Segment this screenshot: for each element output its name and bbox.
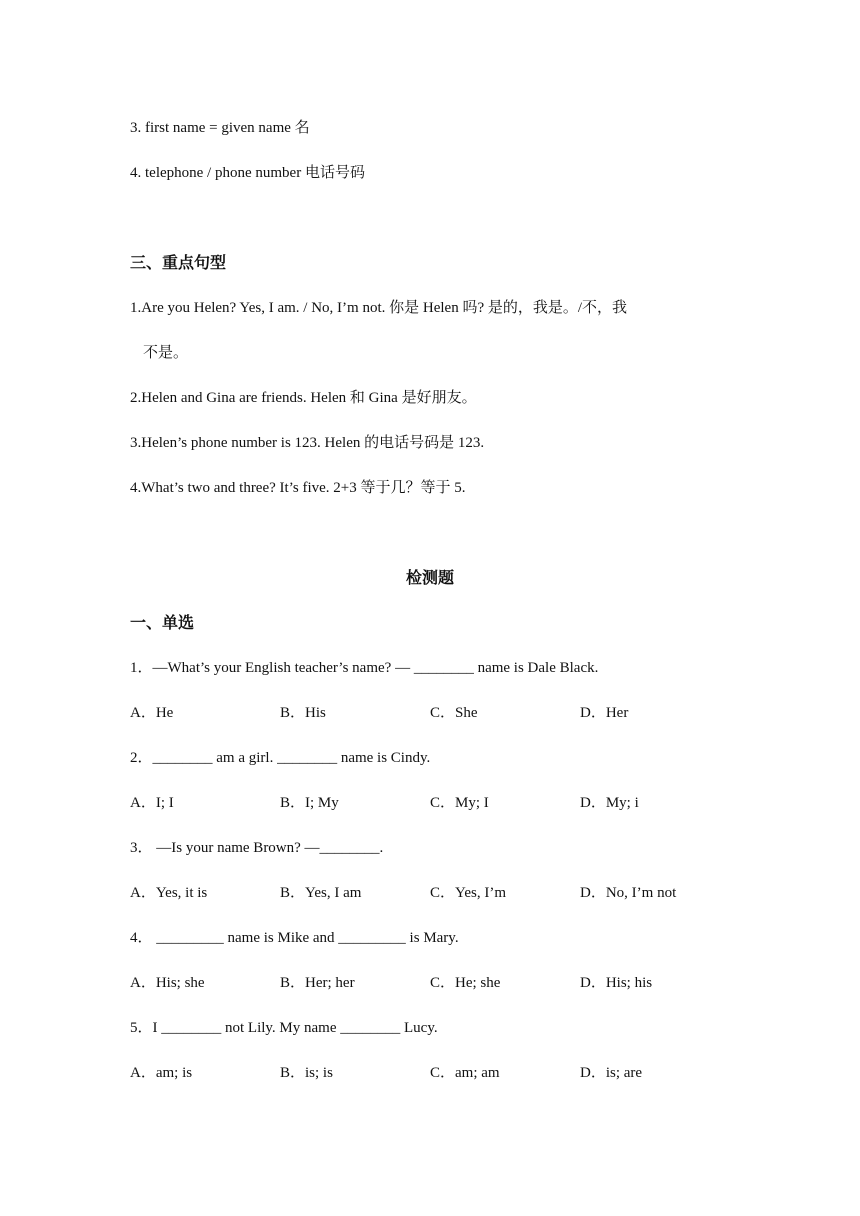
option-b: B．Yes, I am — [280, 885, 362, 901]
question-text: 4． _________ name is Mike and _________ is Mary. — [130, 930, 459, 946]
sentence-line: 1.Are you Helen? Yes, I am. / No, I’m not. 你是 Helen 吗? 是的，我是。/不，我 — [130, 300, 628, 316]
option-d: D．is; are — [580, 1065, 643, 1081]
question-text: 5．I ________ not Lily. My name ________ Lucy. — [130, 1020, 438, 1036]
option-d: D．My; i — [580, 795, 639, 811]
option-b: B．I; My — [280, 795, 339, 811]
sentence-line: 2.Helen and Gina are friends. Helen 和 Gina 是好朋友。 — [130, 390, 477, 406]
option-b: B．Her; her — [280, 975, 355, 991]
sentence-line: 3.Helen’s phone number is 123. Helen 的电话号码是 123. — [130, 435, 485, 451]
option-a: A．Yes, it is — [130, 885, 208, 901]
section-heading: 一、单选 — [130, 613, 195, 632]
option-a: A．I; I — [130, 795, 174, 811]
option-b: B．is; is — [280, 1065, 333, 1081]
vocab-item: 4. telephone / phone number 电话号码 — [130, 165, 365, 181]
option-d: D．No, I’m not — [580, 885, 677, 901]
section-heading: 三、重点句型 — [130, 253, 227, 272]
option-d: D．Her — [580, 705, 629, 721]
option-a: A．am; is — [130, 1065, 193, 1081]
option-c: C．Yes, I’m — [430, 885, 506, 901]
option-c: C．am; am — [430, 1065, 500, 1081]
option-c: C．He; she — [430, 975, 501, 991]
option-c: C．My; I — [430, 795, 489, 811]
sentence-line: 4.What’s two and three? It’s five. 2+3 等于几？等于 5. — [130, 480, 466, 496]
question-text: 2．________ am a girl. ________ name is Cindy. — [130, 750, 431, 766]
sentence-line: 不是。 — [143, 345, 189, 361]
question-text: 1．—What’s your English teacher’s name? — ________ name is Dale Black. — [130, 660, 599, 676]
option-a: A．He — [130, 705, 174, 721]
test-title: 检测题 — [405, 568, 454, 587]
vocab-item: 3. first name = given name 名 — [130, 120, 310, 136]
option-a: A．His; she — [130, 975, 205, 991]
option-c: C．She — [430, 705, 478, 721]
option-b: B．His — [280, 705, 326, 721]
question-text: 3． —Is your name Brown? —________. — [130, 840, 384, 856]
option-d: D．His; his — [580, 975, 653, 991]
